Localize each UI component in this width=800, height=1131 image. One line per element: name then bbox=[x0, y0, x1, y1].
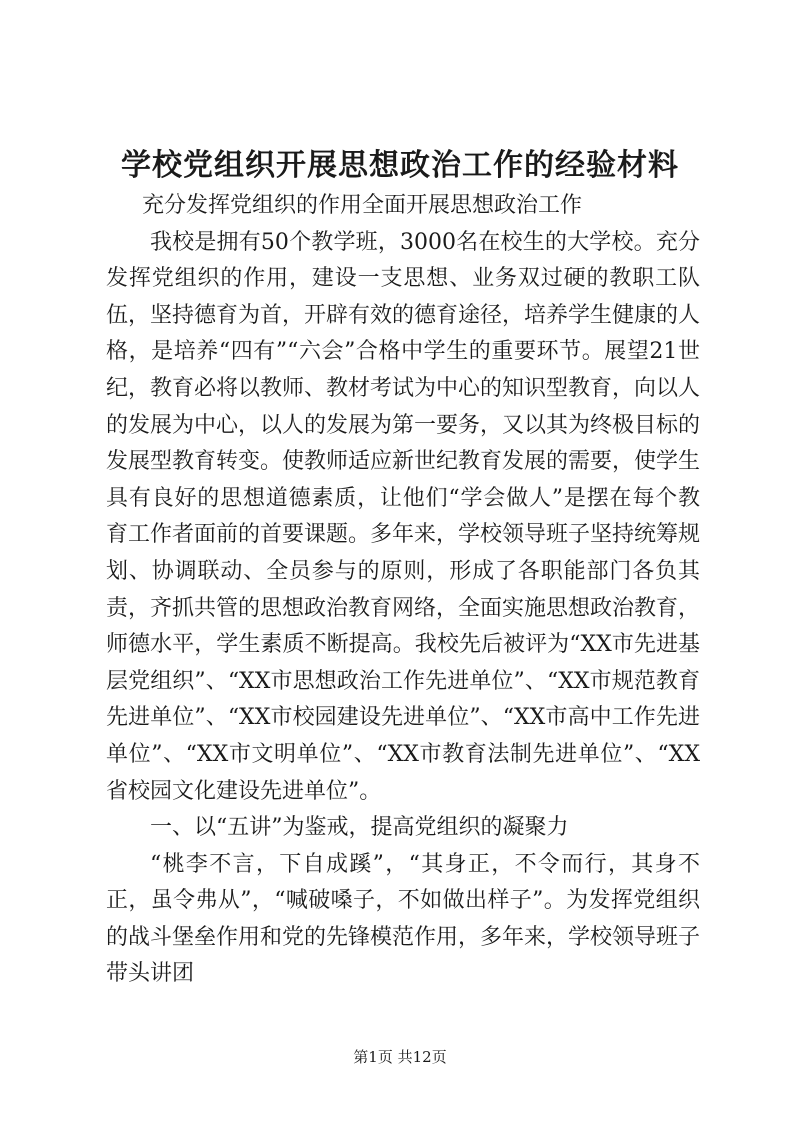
body-paragraph-1: 我校是拥有50个教学班，3000名在校生的大学校。充分发挥党组织的作用，建设一支思想、业务双过硬的教职工队伍，坚持德育为首，开辟有效的德育途径，培养学生健康的人格，是培养“四有”“六会”合格中学生的重要环节。展望21世纪，教育必将以教师、教材考试为中心的知识型教育，向以人的发展为中心，以人的发展为第一要务，又以其为终极目标的发展型教育转变。使教师适应新世纪教育发展的需要，使学生具有良好的思想道德素质，让他们“学会做人”是摆在每个教育工作者面前的首要课题。多年来，学校领导班子坚持统筹规划、协调联动、全员参与的原则，形成了各职能部门各负其责，齐抓共管的思想政治教育网络，全面实施思想政治教育，师德水平，学生素质不断提高。我校先后被评为“XX市先进基层党组织”、“XX市思想政治工作先进单位”、“XX市规范教育先进单位”、“XX市校园建设先进单位”、“XX市高中工作先进单位”、“XX市文明单位”、“XX市教育法制先进单位”、“XX省校园文化建设先进单位”。 bbox=[106, 229, 701, 804]
body-paragraph-2: “桃李不言，下自成蹊”，“其身正，不令而行，其身不正，虽令弗从”，“喊破嗓子，不如做出样子”。为发挥党组织的战斗堡垒作用和党的先锋模范作用，多年来，学校领导班子带头讲团 bbox=[106, 851, 701, 987]
section-heading-1: 一、以“五讲”为鉴戒，提高党组织的凝聚力 bbox=[150, 815, 569, 841]
document-body bbox=[106, 188, 700, 993]
document-subtitle: 充分发挥党组织的作用全面开展思想政治工作 bbox=[142, 193, 583, 218]
document-title: 学校党组织开展思想政治工作的经验材料 bbox=[121, 148, 679, 183]
page-number-footer: 第1页 共12页 bbox=[353, 1048, 447, 1066]
